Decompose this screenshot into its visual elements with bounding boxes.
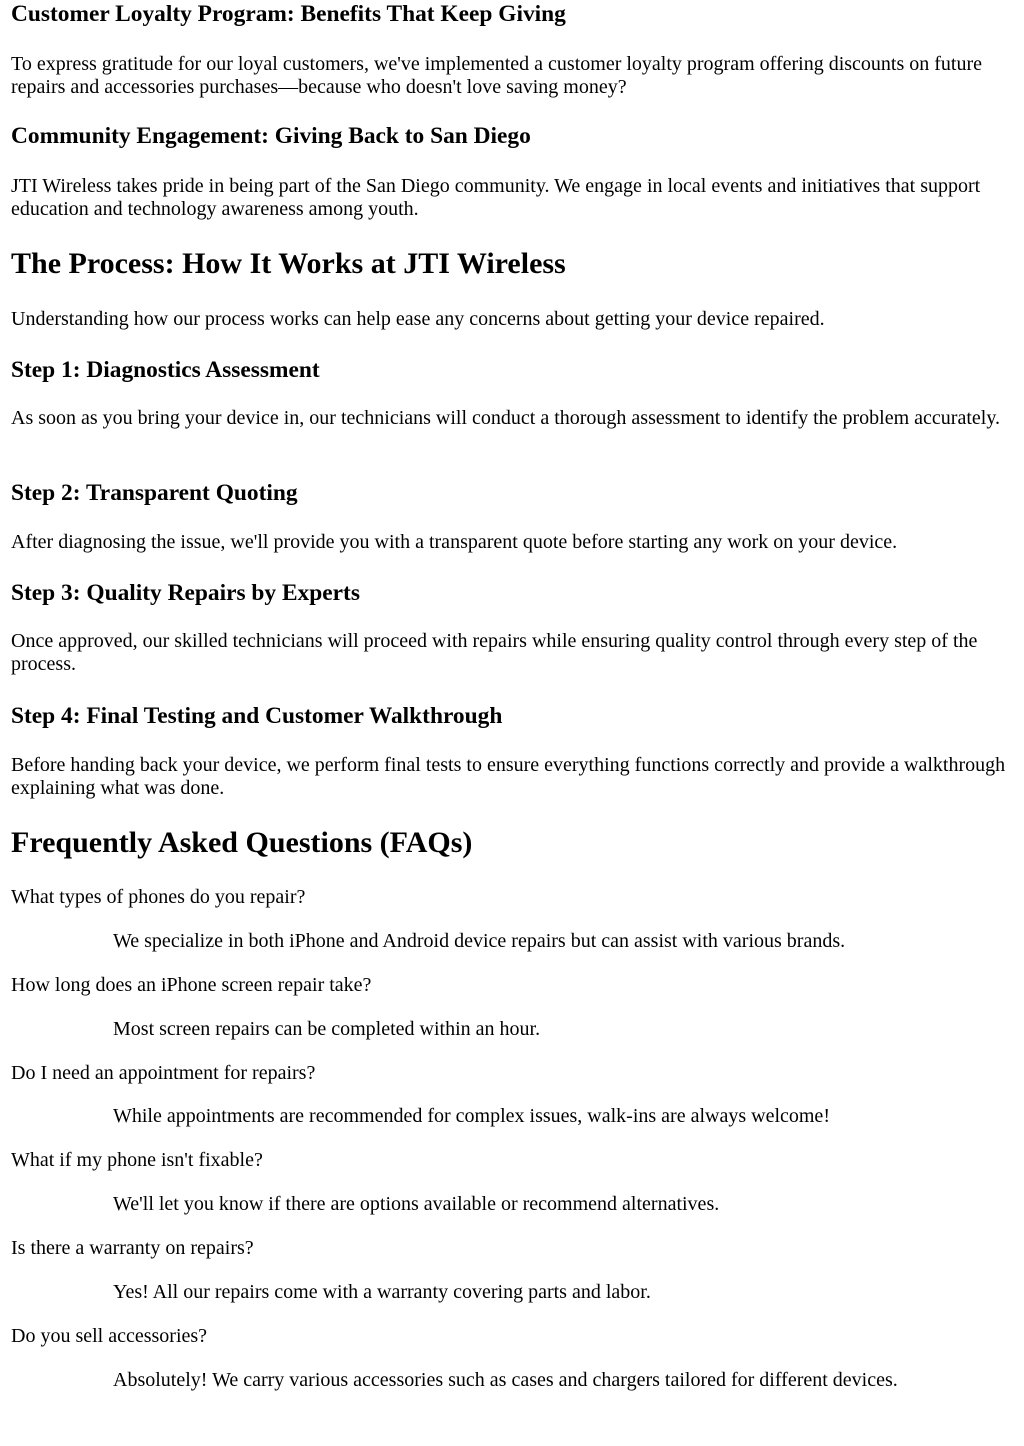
faq-answer: We'll let you know if there are options available or recommend alternatives. — [113, 1193, 720, 1215]
faq-question: What if my phone isn't fixable? — [11, 1149, 263, 1171]
step-2-paragraph: After diagnosing the issue, we'll provide you with a transparent quote before starting any work on your device. — [11, 531, 898, 553]
community-heading: Community Engagement: Giving Back to San Diego — [11, 123, 531, 149]
faq-question: What types of phones do you repair? — [11, 886, 306, 908]
step-1-heading: Step 1: Diagnostics Assessment — [11, 357, 320, 383]
community-paragraph: JTI Wireless takes pride in being part of the San Diego community. We engage in local events and initiatives that support education and technology awareness among youth. — [11, 175, 981, 220]
faq-answer: We specialize in both iPhone and Android device repairs but can assist with various brands. — [113, 930, 846, 952]
process-intro: Understanding how our process works can help ease any concerns about getting your device repaired. — [11, 308, 825, 330]
step-3-heading: Step 3: Quality Repairs by Experts — [11, 580, 360, 606]
faq-question: Do I need an appointment for repairs? — [11, 1062, 316, 1084]
step-4-paragraph: Before handing back your device, we perform final tests to ensure everything functions correctly and provide a walkthrough explaining what was done. — [11, 754, 1006, 799]
faq-answer: Yes! All our repairs come with a warranty covering parts and labor. — [113, 1281, 651, 1303]
faq-heading: Frequently Asked Questions (FAQs) — [11, 826, 473, 859]
step-3-paragraph: Once approved, our skilled technicians will proceed with repairs while ensuring quality control through every step of the process. — [11, 630, 978, 675]
faq-question: Do you sell accessories? — [11, 1325, 208, 1347]
faq-question: How long does an iPhone screen repair take? — [11, 974, 372, 996]
loyalty-paragraph: To express gratitude for our loyal customers, we've implemented a customer loyalty program offering discounts on future repairs and accessories purchases—because who doesn't love saving money? — [11, 53, 983, 98]
process-heading: The Process: How It Works at JTI Wireless — [11, 247, 566, 280]
loyalty-heading: Customer Loyalty Program: Benefits That Keep Giving — [11, 1, 566, 27]
faq-answer: While appointments are recommended for complex issues, walk-ins are always welcome! — [113, 1105, 830, 1127]
step-4-heading: Step 4: Final Testing and Customer Walkthrough — [11, 703, 503, 729]
faq-answer: Absolutely! We carry various accessories such as cases and chargers tailored for different devices. — [113, 1369, 898, 1391]
step-1-paragraph: As soon as you bring your device in, our technicians will conduct a thorough assessment to identify the problem accurately. — [11, 407, 1001, 429]
faq-question: Is there a warranty on repairs? — [11, 1237, 254, 1259]
faq-answer: Most screen repairs can be completed within an hour. — [113, 1018, 541, 1040]
step-2-heading: Step 2: Transparent Quoting — [11, 480, 298, 506]
